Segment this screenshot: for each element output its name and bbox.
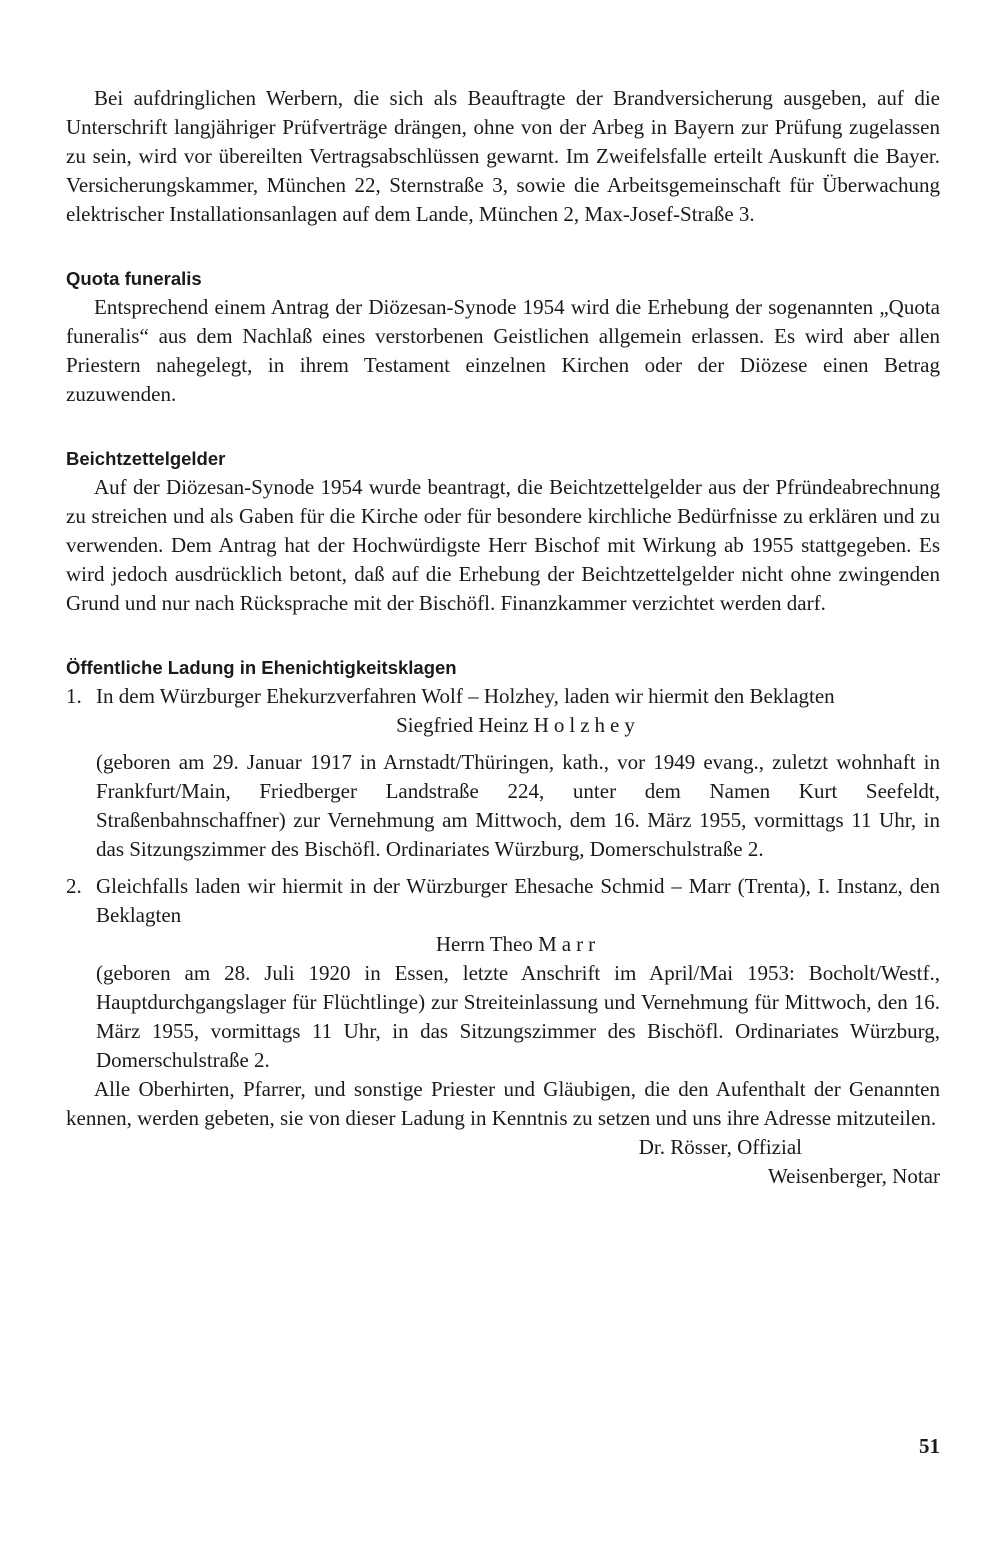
list-item-2 xyxy=(66,872,940,930)
defendant-surname: Holzhey xyxy=(533,713,640,737)
closing-paragraph: Alle Oberhirten, Pfarrer, und sonstige Priester und Gläubigen, die den Aufenthalt der Genannten kennen, werden gebeten, sie von dieser Ladung in Kenntnis zu setzen und uns ihre Adresse mitzuteilen. xyxy=(66,1077,940,1130)
heading-quota-funeralis: Quota funeralis xyxy=(66,268,202,289)
defendant-surname: Marr xyxy=(538,932,601,956)
defendant-details-1: (geboren am 29. Januar 1917 in Arnstadt/Thüringen, kath., vor 1949 evang., zuletzt wohnhaft in Frankfurt/Main, Friedberger Landstraße 224, unter dem Namen Kurt Seefeldt, Straßenbahnschaffner) zur Vernehmung am Mittwoch, dem 16. März 1955, vormittags 11 Uhr, in das Sitzungszimmer des Bischöfl. Ordinariates Würzburg, Domerschulstraße 2. xyxy=(96,750,940,861)
paragraph-beichtzettelgelder: Auf der Diözesan-Synode 1954 wurde beantragt, die Beichtzettelgelder aus der Pfründeabrechnung zu streichen und als Gaben für die Kirche oder für besondere kirchliche Bedürfnisse zu erklären und zu verwenden. Dem Antrag hat der Hochwürdigste Herr Bischof mit Wirkung ab 1955 stattgegeben. Es wird jedoch ausdrücklich betont, daß auf die Erhebung der Beichtzettelgelder nicht ohne zwingenden Grund und nur nach Rücksprache mit der Bischöfl. Finanzkammer verzichtet werden darf. xyxy=(66,475,940,615)
list-number: 1. xyxy=(66,684,82,708)
defendant-name-prefix: Siegfried Heinz xyxy=(396,713,534,737)
list-number: 2. xyxy=(66,874,82,898)
list-item-text: Gleichfalls laden wir hiermit in der Würzburger Ehesache Schmid – Marr (Trenta), I. Instanz, den Beklagten xyxy=(96,874,940,927)
list-item-1 xyxy=(66,682,940,711)
paragraph-quota-funeralis: Entsprechend einem Antrag der Diözesan-Synode 1954 wird die Erhebung der sogenannten „Quota funeralis“ aus dem Nachlaß eines verstorbenen Geistlichen allgemein erlassen. Es wird aber allen Priestern nahegelegt, in ihrem Testament einzelnen Kirchen oder der Diözese einen Betrag zuzuwenden. xyxy=(66,295,940,406)
signature-offizial: Dr. Rösser, Offizial xyxy=(638,1135,802,1159)
page-number: 51 xyxy=(919,1434,940,1458)
defendant-name-2 xyxy=(66,930,940,959)
defendant-name-prefix: Herrn Theo xyxy=(435,932,539,956)
list-item-text: In dem Würzburger Ehekurzverfahren Wolf – Holzhey, laden wir hiermit den Beklagten xyxy=(96,684,835,708)
intro-paragraph: Bei aufdringlichen Werbern, die sich als Beauftragte der Brandversicherung ausgeben, auf die Unterschrift langjähriger Prüfverträge drängen, ohne von der Arbeg in Bayern zur Prüfung zugelassen zu sein, wird vor übereilten Vertragsabschlüssen gewarnt. Im Zweifelsfalle erteilt Auskunft die Bayer. Versicherungskammer, München 22, Sternstraße 3, sowie die Arbeitsgemeinschaft für Überwachung elektrischer Installationsanlagen auf dem Lande, München 2, Max-Josef-Straße 3. xyxy=(66,86,940,226)
heading-oeffentliche-ladung: Öffentliche Ladung in Ehenichtigkeitsklagen xyxy=(66,657,457,678)
signature-notar: Weisenberger, Notar xyxy=(767,1164,940,1188)
defendant-name-1 xyxy=(66,711,940,740)
defendant-details-2: (geboren am 28. Juli 1920 in Essen, letzte Anschrift im April/Mai 1953: Bocholt/Westf., Hauptdurchgangslager für Flüchtlinge) zur Streiteinlassung und Vernehmung für Mittwoch, den 16. März 1955, vormittags 11 Uhr, in das Sitzungszimmer des Bischöfl. Ordinariates Würzburg, Domerschulstraße 2. xyxy=(96,961,940,1072)
heading-beichtzettelgelder: Beichtzettelgelder xyxy=(66,448,226,469)
